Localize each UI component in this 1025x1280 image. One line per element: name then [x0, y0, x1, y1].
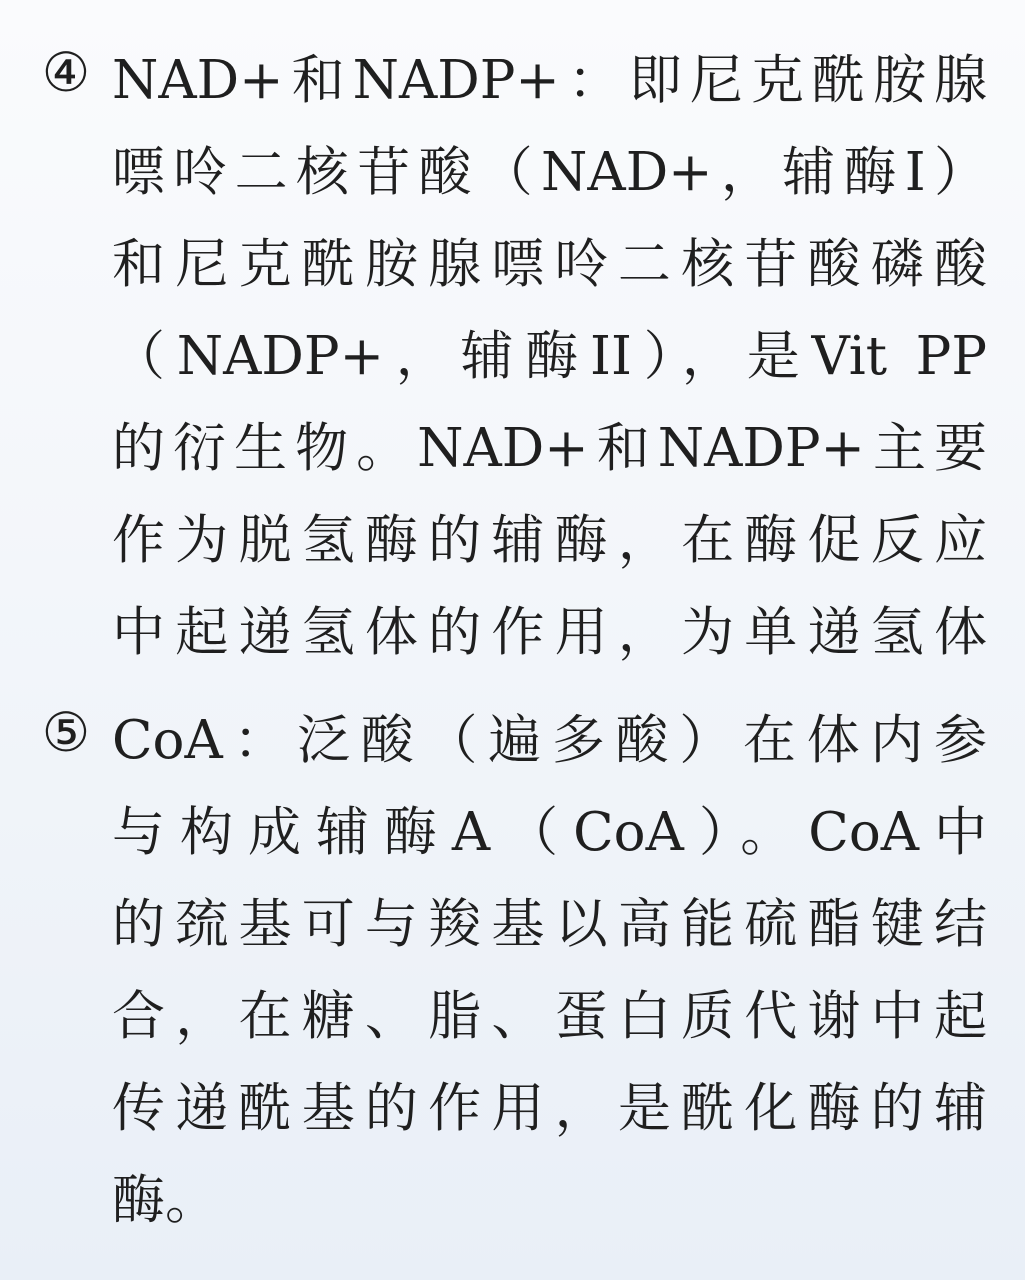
- text-line: NAD+和NADP+：即尼克酰胺腺: [112, 50, 987, 111]
- text-line: 合，在糖、脂、蛋白质代谢中起: [112, 986, 987, 1047]
- text-line: 中起递氢体的作用，为单递氢体: [112, 602, 987, 663]
- text-line: 嘌呤二核苷酸（NAD+，辅酶I）: [112, 142, 987, 203]
- text-line: CoA：泛酸（遍多酸）在体内参: [112, 710, 987, 771]
- text-line: 传递酰基的作用，是酰化酶的辅: [112, 1078, 987, 1139]
- text-line: 的巯基可与羧基以高能硫酯键结: [112, 894, 987, 955]
- circled-number-marker: ⑤: [41, 701, 91, 764]
- text-line: （NADP+，辅酶II），是Vit PP: [112, 326, 987, 387]
- text-line: 作为脱氢酶的辅酶，在酶促反应: [112, 510, 987, 571]
- circled-number-marker: ④: [41, 41, 91, 104]
- text-line: 酶。: [112, 1170, 218, 1231]
- text-line: 和尼克酰胺腺嘌呤二核苷酸磷酸: [112, 234, 987, 295]
- text-line: 的衍生物。NAD+和NADP+主要: [112, 418, 987, 479]
- text-line: 与构成辅酶A（CoA）。CoA中: [112, 802, 987, 863]
